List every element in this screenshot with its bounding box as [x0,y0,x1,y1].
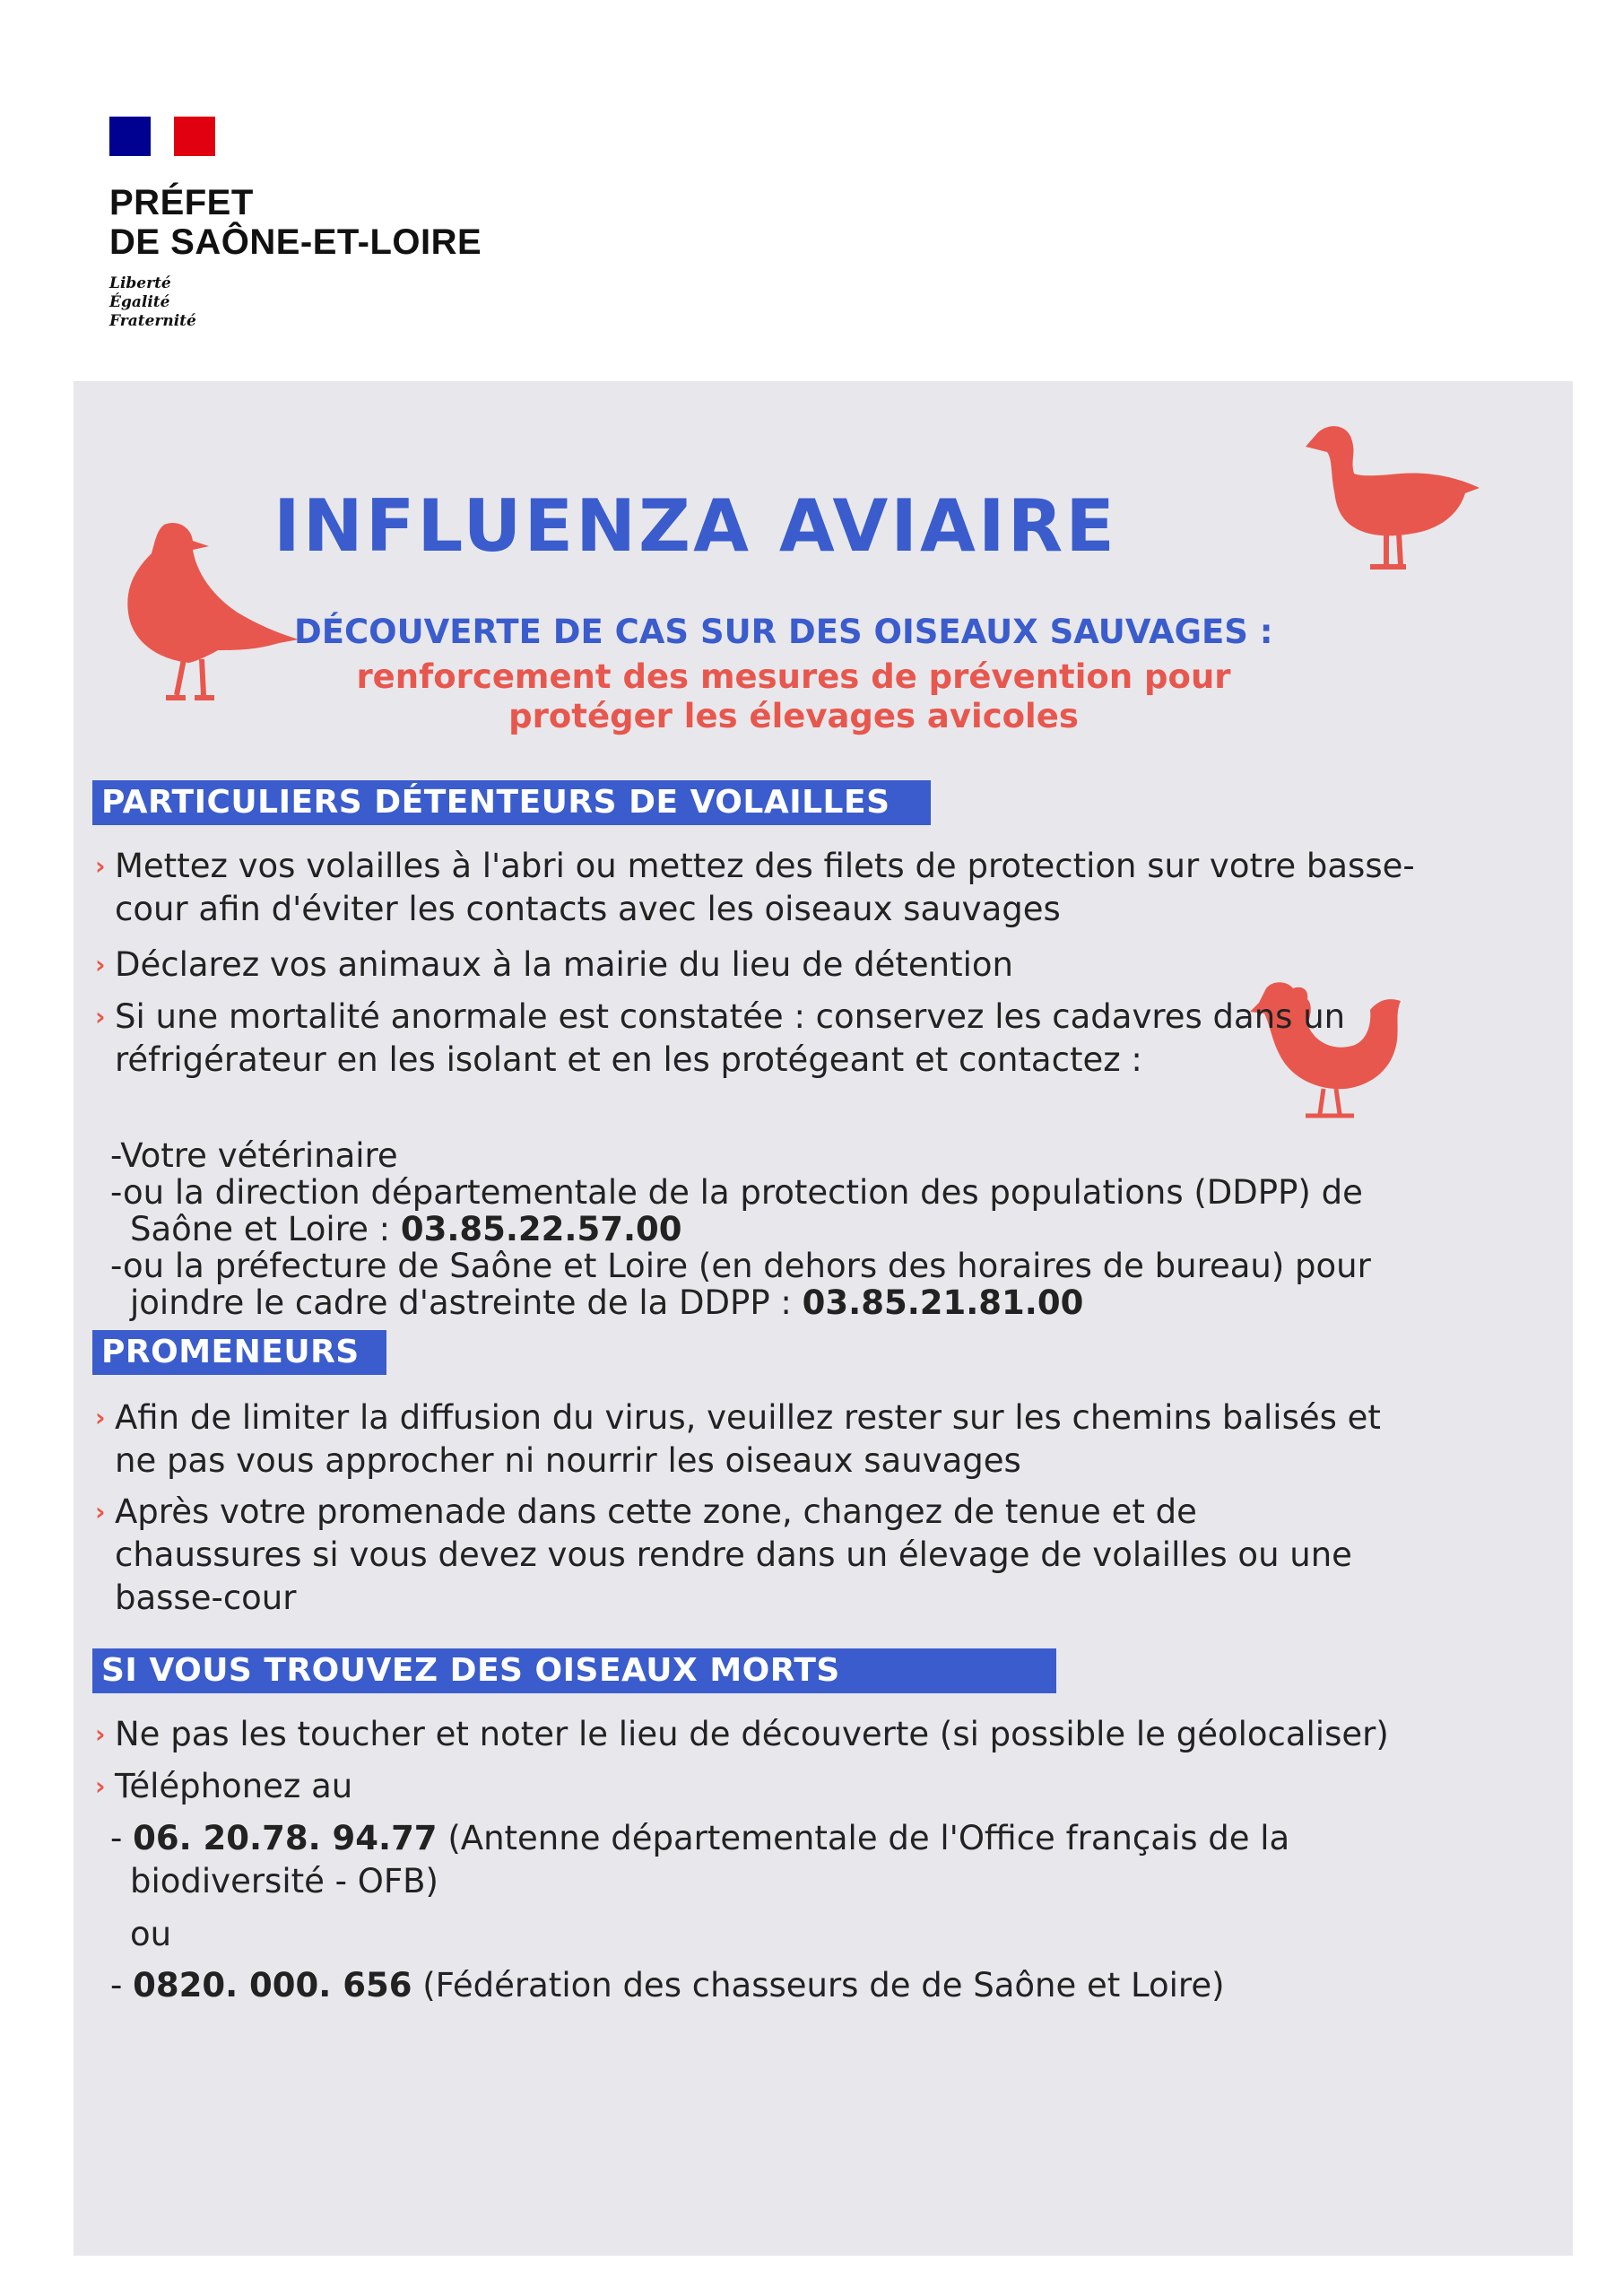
subtitle-prevention-line-2: protéger les élevages avicoles [508,697,1079,735]
list-item [95,996,1346,1082]
bullet-text-line: Mettez vos volailles à l'abri ou mettez des filets de protection sur votre basse- [115,847,1415,885]
section-header-promeneurs: PROMENEURS [92,1330,386,1375]
list-item [95,1713,1389,1756]
contact-text: ou la direction départementale de la protection des populations (DDPP) de [123,1173,1363,1212]
contact-text: joindre le cadre d'astreinte de la DDPP : [130,1283,803,1322]
chevron-right-icon: › [95,950,106,979]
bullet-text-line: Afin de limiter la diffusion du virus, veuillez rester sur les chemins balisés et [115,1398,1381,1437]
phone-entry-ofb: - 06. 20.78. 94.77 (Antenne départementale de l'Office français de la biodiversité - OFB) [110,1817,1289,1903]
contact-item: -ou la direction départementale de la protection des populations (DDPP) de Saône et Loire : 03.85.22.57.00 [110,1173,1363,1248]
list-item [95,944,1013,987]
chasseurs-phone: 0820. 000. 656 [133,1966,412,2005]
section-header-oiseaux-morts: SI VOUS TROUVEZ DES OISEAUX MORTS [92,1648,1056,1693]
subtitle-prevention-line-1: renforcement des mesures de prévention pour [356,657,1231,696]
bullet-text-line: Si une mortalité anormale est constatée : conservez les cadavres dans un [115,997,1346,1036]
prefet-title-line-1: PRÉFET [109,183,254,222]
duck-icon [1300,422,1488,574]
chevron-right-icon: › [95,1002,106,1031]
bullet-text-line: basse-cour [115,1578,297,1617]
list-item [95,1765,353,1808]
bullet-text-line: chaussures si vous devez vous rendre dans un élevage de volailles ou une [115,1535,1352,1574]
phone-description: (Antenne départementale de l'Office français de la [437,1819,1290,1857]
astreinte-phone: 03.85.21.81.00 [802,1283,1084,1322]
prefecture-logo [109,117,482,331]
bullet-text-line: Téléphonez au [115,1767,353,1805]
contact-text: Saône et Loire : [130,1210,401,1248]
section-header-particuliers: PARTICULIERS DÉTENTEURS DE VOLAILLES [92,780,931,825]
motto-liberte: Liberté [109,274,171,292]
or-separator: ou [130,1915,172,1953]
bullet-text-line: Déclarez vos animaux à la mairie du lieu de détention [115,945,1013,984]
list-item [95,1491,1352,1620]
main-title: INFLUENZA AVIAIRE [273,484,1117,568]
bullet-text-line: ne pas vous approcher ni nourrir les oiseaux sauvages [115,1441,1021,1480]
bullet-text-line: cour afin d'éviter les contacts avec les oiseaux sauvages [115,890,1061,928]
list-item [95,845,1415,931]
bullet-text-line: Après votre promenade dans cette zone, changez de tenue et de [115,1492,1197,1531]
contact-text: Votre vétérinaire [120,1136,398,1175]
list-item [95,1396,1381,1483]
contact-text: ou la préfecture de Saône et Loire (en dehors des horaires de bureau) pour [123,1247,1371,1285]
bullet-text-line: réfrigérateur en les isolant et en les protégeant et contactez : [115,1040,1142,1079]
contact-item: -Votre vétérinaire [110,1136,398,1175]
motto-egalite: Égalité [109,293,170,311]
ofb-phone: 06. 20.78. 94.77 [133,1819,438,1857]
phone-description: biodiversité - OFB) [130,1862,438,1900]
prefet-title-line-2: DE SAÔNE-ET-LOIRE [109,222,482,262]
chevron-right-icon: › [95,1719,106,1749]
chevron-right-icon: › [95,1403,106,1432]
phone-entry-chasseurs: - 0820. 000. 656 (Fédération des chasseurs de de Saône et Loire) [110,1966,1225,2005]
chevron-right-icon: › [95,851,106,881]
contact-item: -ou la préfecture de Saône et Loire (en dehors des horaires de bureau) pour joindre le cadre d'astreinte de la DDPP : 03.85.21.81.00 [110,1247,1371,1322]
marianne-flag-icon [109,117,215,156]
motto-fraternite: Fraternité [109,312,196,330]
bullet-text-line: Ne pas les toucher et noter le lieu de découverte (si possible le géolocaliser) [115,1715,1389,1753]
chevron-right-icon: › [95,1771,106,1801]
phone-description: (Fédération des chasseurs de de Saône et Loire) [412,1966,1225,2005]
subtitle-discovery: DÉCOUVERTE DE CAS SUR DES OISEAUX SAUVAGES : [294,613,1273,651]
chevron-right-icon: › [95,1497,106,1526]
ddpp-phone: 03.85.22.57.00 [400,1210,682,1248]
